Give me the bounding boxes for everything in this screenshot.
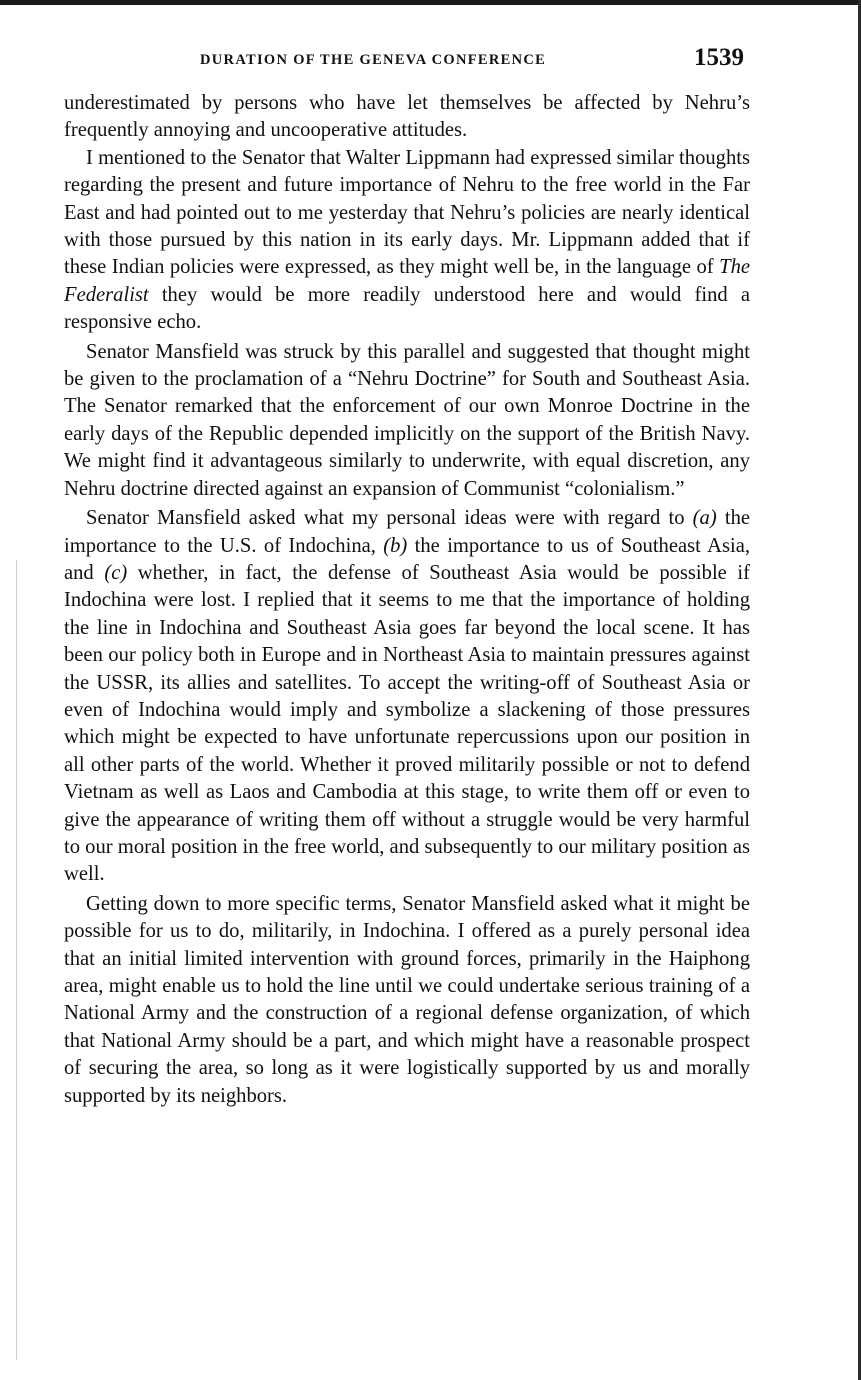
paragraph-2: [64, 145, 750, 337]
paragraph-5: [64, 891, 750, 1110]
list-marker-b: (b): [383, 534, 408, 557]
list-marker-c: (c): [104, 561, 128, 584]
paragraph-4-text-c: the importance to us of Southeast Asia, and: [64, 534, 750, 584]
paragraph-2-text-a: I mentioned to the Senator that Walter Lippmann had expressed similar thoughts regarding the present and future importance of Nehru to the free world in the Far East and had pointed out to me yesterday that Nehru’s policies are nearly identical with those pursued by this nation in its early days. Mr. Lippmann added that if these Indian policies were expressed, as they might well be, in the language of: [64, 146, 750, 279]
list-marker-a: (a): [692, 507, 717, 530]
paragraph-4-text-d: whether, in fact, the defense of Southeast Asia would be possible if Indochina were lost. I replied that it seems to me that the importance of holding the line in Indochina and Southeast Asia goes far beyond the local scene. It has been our policy both in Europe and in Northeast Asia to maintain pressures against the USSR, its allies and satellites. To accept the writing-off of Southeast Asia or even of Indochina would imply and symbolize a slackening of those pressures which might be expected to have unfortunate repercussions upon our position in all other parts of the world. Whether it proved militarily possible or not to defend Vietnam as well as Laos and Cambodia at this stage, to write them off or even to give the appearance of writing them off without a struggle would be very harmful to our moral position in the free world, and subsequently to our military position as well.: [64, 561, 750, 886]
page-left-edge: [16, 560, 17, 1360]
paragraph-2-text-b: they would be more readily understood here and would find a responsive echo.: [64, 283, 750, 334]
page-number: 1539: [694, 44, 744, 71]
page-header: [64, 44, 744, 84]
top-border-rule: [0, 0, 861, 5]
paragraph-1: [64, 90, 750, 145]
paragraph-5-text: Getting down to more specific terms, Senator Mansfield asked what it might be possible for us to do, militarily, in Indochina. I offered as a purely personal idea that an initial limited intervention with ground forces, primarily in the Haiphong area, might enable us to hold the line until we could undertake serious training of a National Army and the construction of a regional defense organization, of which that National Army should be a part, and which might have a reasonable prospect of securing the area, so long as it were logistically supported by us and morally supported by its neighbors.: [64, 892, 750, 1107]
paragraph-3: [64, 339, 750, 503]
body-text: [64, 90, 750, 1110]
paragraph-1-text: underestimated by persons who have let themselves be affected by Nehru’s frequently annoying and uncooperative attitudes.: [64, 92, 750, 142]
paragraph-4: [64, 505, 750, 889]
paragraph-3-text: Senator Mansfield was struck by this parallel and suggested that thought might be given to the proclamation of a “Nehru Doctrine” for South and Southeast Asia. The Senator remarked that the enforcement of our own Monroe Doctrine in the early days of the Republic depended implicitly on the support of the British Navy. We might find it advantageous similarly to underwrite, with equal discretion, any Nehru doctrine directed against an expansion of Communist “colonialism.”: [64, 340, 750, 500]
running-head: DURATION OF THE GENEVA CONFERENCE: [200, 52, 547, 68]
paragraph-4-text-a: Senator Mansfield asked what my personal ideas were with regard to: [86, 507, 693, 530]
federalist-title: The Federalist: [64, 256, 750, 306]
paragraph-4-text-b: the importance to the U.S. of Indochina,: [64, 507, 751, 557]
